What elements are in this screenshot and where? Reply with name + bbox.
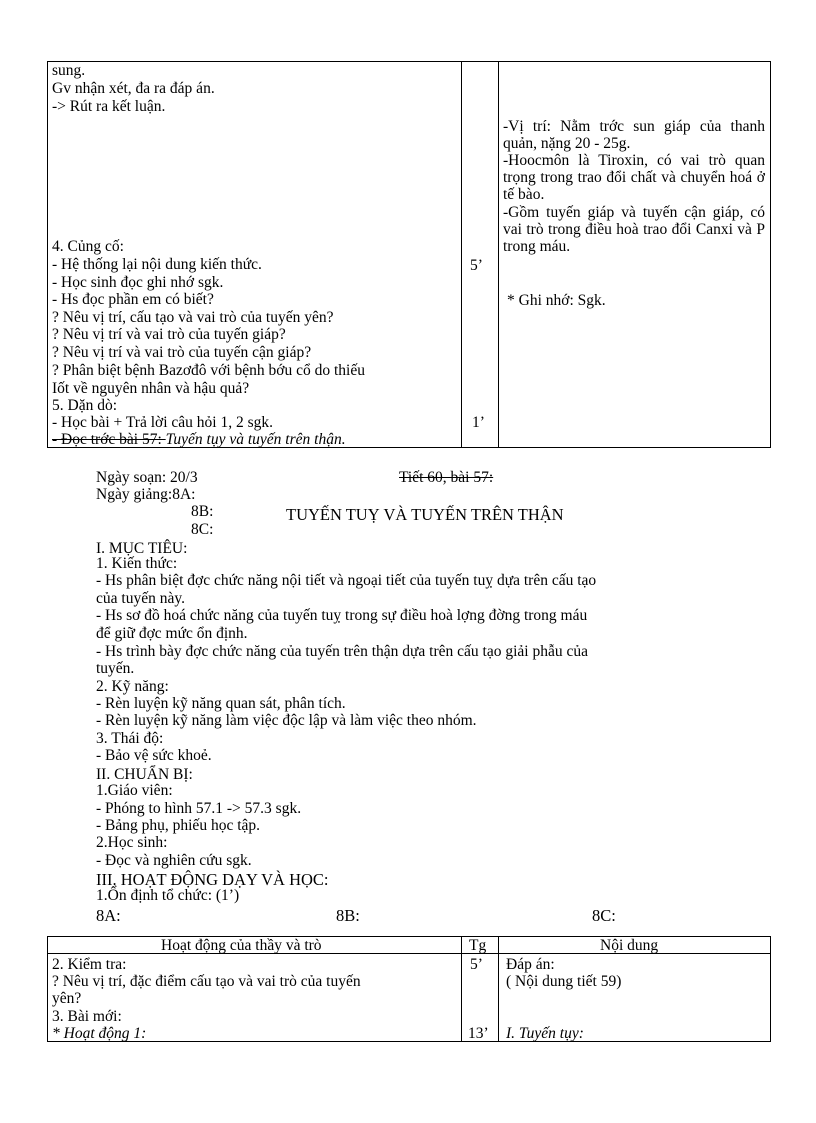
body-line: của tuyến này.: [96, 590, 185, 607]
body-line: 1.Ổn định tổ chức: (1’): [96, 887, 240, 904]
consolidation-line: - Học sinh đọc ghi nhớ sgk.: [52, 274, 224, 291]
homework-lesson: Tuyến tụy và tuyến trên thận.: [165, 431, 346, 447]
answer-ref: ( Nội dung tiết 59): [506, 973, 622, 990]
consolidation-line: - Hs đọc phần em có biết?: [52, 291, 214, 308]
consolidation-line: Iốt về nguyên nhân và hậu quả?: [52, 380, 250, 397]
header-time: Tg: [469, 937, 487, 954]
homework-line: [52, 431, 346, 447]
body-line: để giữ đợc mức ổn định.: [96, 625, 248, 642]
answer-label: Đáp án:: [506, 956, 555, 973]
lesson-table-divider-1: [461, 936, 462, 1042]
consolidation-line: ? Nêu vị trí và vai trò của tuyến cận giáp?: [52, 344, 312, 361]
time-cell: 1’: [472, 414, 485, 431]
section-pancreas: I. Tuyến tụy:: [506, 1025, 584, 1041]
body-line: - Bảo vệ sức khoẻ.: [96, 747, 212, 764]
body-line: - Đọc và nghiên cứu sgk.: [96, 852, 252, 869]
review-left-line: -> Rút ra kết luận.: [52, 98, 166, 115]
time-cell: 5’: [470, 257, 483, 274]
consolidation-line: ? Nêu vị trí, cấu tạo và vai trò của tuyến yên?: [52, 309, 334, 326]
body-line: 2.Học sinh:: [96, 834, 168, 851]
activity-heading: * Hoạt động 1:: [52, 1025, 147, 1041]
class-8c-label: 8C:: [191, 521, 214, 538]
body-line: 2. Kỹ năng:: [96, 678, 169, 695]
body-line: tuyến.: [96, 660, 135, 677]
content-position: -Vị trí: Nằm trớc sun giáp của thanh quản, nặng 20 - 25g.: [503, 118, 765, 152]
attendance-8b: 8B:: [336, 906, 360, 925]
consolidation-line: ? Phân biệt bệnh Bazơđô với bệnh bớu cổ do thiếu: [52, 362, 365, 379]
body-line: I. MỤC TIÊU:: [96, 540, 188, 557]
body-line: II. CHUẨN BỊ:: [96, 766, 193, 783]
consolidation-line: 4. Củng cố:: [52, 238, 124, 255]
body-line: 3. Thái độ:: [96, 730, 164, 747]
review-left-line: Gv nhận xét, đa ra đáp án.: [52, 80, 215, 97]
time-cell: 13’: [468, 1025, 489, 1041]
body-line: - Hs sơ đồ hoá chức năng của tuyến tuỵ trong sự điều hoà lợng đờng trong máu: [96, 607, 588, 624]
attendance-8c: 8C:: [592, 906, 616, 925]
body-line: - Hs phân biệt đợc chức năng nội tiết và ngoại tiết của tuyến tuỵ dựa trên cấu tạo: [96, 572, 597, 589]
header-teacher-activity: Hoạt động của thầy và trò: [161, 937, 322, 954]
class-8b-label: 8B:: [191, 503, 214, 520]
date-prepared: Ngày soạn: 20/3: [96, 469, 198, 486]
consolidation-line: ? Nêu vị trí và vai trò của tuyến giáp?: [52, 326, 286, 343]
time-cell: 5’: [470, 956, 483, 973]
consolidation-line: - Học bài + Trả lời câu hỏi 1, 2 sgk.: [52, 414, 274, 431]
date-taught: Ngày giảng:8A:: [96, 486, 196, 503]
content-note: * Ghi nhớ: Sgk.: [507, 292, 606, 309]
activity-line: ? Nêu vị trí, đặc điểm cấu tạo và vai trò của tuyến: [52, 973, 361, 990]
body-line: III. HOẠT ĐỘNG DẠY VÀ HỌC:: [96, 870, 329, 889]
activity-line: 2. Kiểm tra:: [52, 956, 127, 973]
lesson-table-header-rule: [47, 953, 771, 954]
review-table-divider-1: [461, 61, 462, 448]
body-line: - Bảng phụ, phiếu học tập.: [96, 817, 261, 834]
body-line: - Rèn luyện kỹ năng quan sát, phân tích.: [96, 695, 346, 712]
header-content: Nội dung: [600, 937, 659, 954]
body-line: - Rèn luyện kỹ năng làm việc độc lập và làm việc theo nhóm.: [96, 712, 477, 729]
homework-prefix: - Đọc trớc bài 57:: [52, 431, 166, 447]
content-hormone: -Hoocmôn là Tiroxin, có vai trò quan trọng trong trao đổi chất và chuyển hoá ở tế bào.: [503, 152, 765, 203]
attendance-8a: 8A:: [96, 906, 121, 925]
content-parathyroid: -Gồm tuyến giáp và tuyến cận giáp, có vai trò trong điều hoà trao đổi Canxi và P trong máu.: [503, 204, 765, 255]
lesson-table-divider-2: [498, 936, 499, 1042]
body-line: 1. Kiến thức:: [96, 555, 178, 572]
consolidation-line: - Hệ thống lại nội dung kiến thức.: [52, 256, 262, 273]
body-line: - Hs trình bày đợc chức năng của tuyến trên thận dựa trên cấu tạo giải phẫu của: [96, 643, 588, 660]
body-line: - Phóng to hình 57.1 -> 57.3 sgk.: [96, 800, 302, 817]
review-left-line: sung.: [52, 62, 86, 79]
review-table-divider-2: [498, 61, 499, 448]
activity-line: 3. Bài mới:: [52, 1008, 122, 1025]
lesson-title: TUYẾN TUỴ VÀ TUYẾN TRÊN THẬN: [286, 505, 564, 524]
consolidation-line: 5. Dặn dò:: [52, 397, 118, 414]
lesson-number: Tiết 60, bài 57:: [399, 469, 494, 486]
activity-line: yên?: [52, 990, 82, 1007]
body-line: 1.Giáo viên:: [96, 782, 173, 799]
